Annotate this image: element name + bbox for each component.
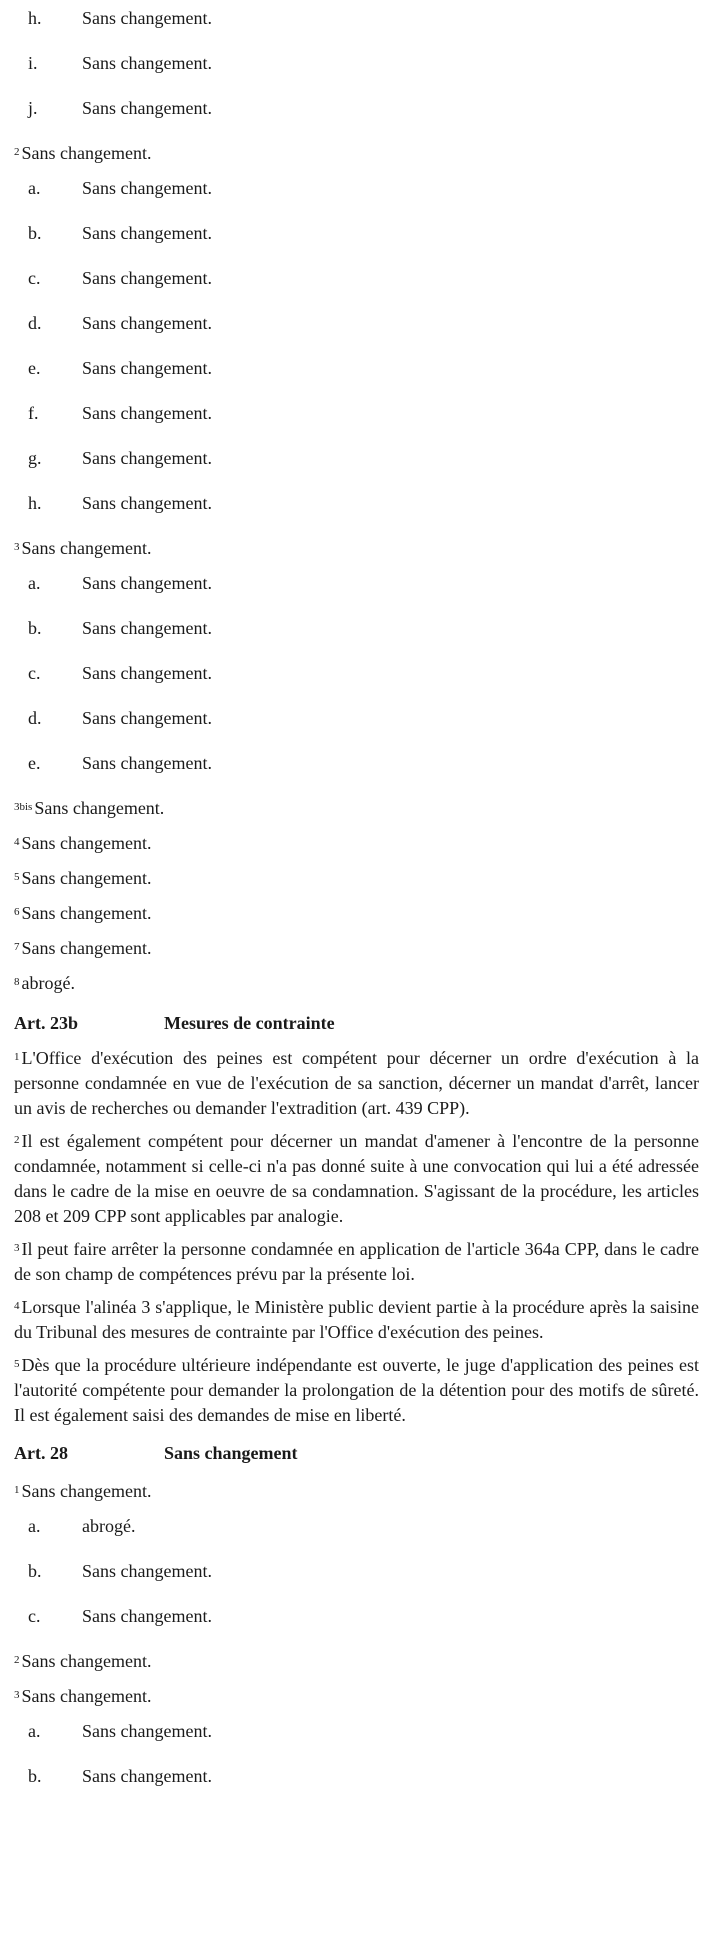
list-item	[14, 305, 699, 350]
paragraph	[14, 1643, 699, 1678]
para3-list	[14, 565, 699, 790]
paragraph-text: Sans changement.	[21, 868, 152, 888]
paragraph	[14, 530, 699, 565]
item-text: Sans changement.	[82, 313, 212, 333]
paragraph	[14, 1126, 699, 1229]
paragraph	[14, 1292, 699, 1345]
list-item	[14, 1758, 699, 1803]
list-item	[14, 565, 699, 610]
paragraph-text: Sans changement.	[34, 798, 165, 818]
item-letter: e.	[28, 753, 41, 773]
paragraph-number: 4	[14, 836, 20, 848]
item-letter: j.	[28, 98, 38, 118]
article-heading	[14, 1430, 699, 1473]
item-text: Sans changement.	[82, 663, 212, 683]
item-text: Sans changement.	[82, 8, 212, 28]
paragraph-number: 5	[14, 1358, 20, 1370]
list-item	[14, 700, 699, 745]
item-text: Sans changement.	[82, 618, 212, 638]
item-letter: h.	[28, 8, 42, 28]
paragraph-number: 1	[14, 1484, 20, 1496]
item-letter: c.	[28, 268, 41, 288]
item-letter: e.	[28, 358, 41, 378]
list-item	[14, 45, 699, 90]
article-number: Art. 28	[14, 1443, 68, 1463]
paragraph	[14, 825, 699, 860]
paragraph	[14, 1473, 699, 1508]
item-text: Sans changement.	[82, 493, 212, 513]
paragraph-text: Il est également compétent pour décerner un mandat d'amener à l'encontre de la personne condamnée, notamment si celle-ci n'a pas donné suite à une convocation qui lui a été adressée dans le cadre de la mise en oeuvre de sa condamnation. S'agissant de la procédure, les articles 208 et 209 CPP sont applicables par analogie.	[14, 1131, 699, 1226]
list-item	[14, 90, 699, 135]
item-letter: a.	[28, 178, 41, 198]
art28-para3-list	[14, 1713, 699, 1803]
paragraph-text: Sans changement.	[21, 1651, 152, 1671]
para2-list	[14, 170, 699, 530]
item-letter: b.	[28, 223, 42, 243]
list-item	[14, 170, 699, 215]
item-text: Sans changement.	[82, 573, 212, 593]
paragraph-text: Sans changement.	[21, 938, 152, 958]
item-letter: d.	[28, 708, 42, 728]
paragraph-text: Sans changement.	[21, 143, 152, 163]
paragraph-text: Sans changement.	[21, 1481, 152, 1501]
paragraph-number: 8	[14, 976, 20, 988]
item-letter: b.	[28, 618, 42, 638]
paragraph-number: 6	[14, 906, 20, 918]
item-text: Sans changement.	[82, 448, 212, 468]
paragraph	[14, 1043, 699, 1121]
item-text: Sans changement.	[82, 1606, 212, 1626]
paragraph	[14, 790, 699, 825]
paragraph-text: Sans changement.	[21, 903, 152, 923]
paragraph	[14, 1678, 699, 1713]
list-item	[14, 215, 699, 260]
paragraph-number: 5	[14, 871, 20, 883]
item-letter: b.	[28, 1766, 42, 1786]
paragraph-number: 4	[14, 1300, 20, 1312]
list-item	[14, 1508, 699, 1553]
paragraph-text: L'Office d'exécution des peines est compétent pour décerner un ordre d'exécution à la personne condamnée en vue de l'exécution de sa sanction, décerner un mandat d'arrêt, lancer un avis de recherches ou demander l'extradition (art. 439 CPP).	[14, 1048, 699, 1118]
article-body	[14, 1043, 699, 1428]
list-item	[14, 610, 699, 655]
item-letter: c.	[28, 663, 41, 683]
paragraph-text: Sans changement.	[21, 1686, 152, 1706]
short-paragraphs	[14, 790, 699, 1000]
paragraph-number: 3	[14, 1242, 20, 1254]
item-text: Sans changement.	[82, 708, 212, 728]
art28-para1-list	[14, 1508, 699, 1643]
article-number: Art. 23b	[14, 1013, 78, 1033]
article-heading	[14, 1000, 699, 1043]
paragraph-text: Lorsque l'alinéa 3 s'applique, le Ministère public devient partie à la procédure après la saisine du Tribunal des mesures de contrainte par l'Office d'exécution des peines.	[14, 1297, 699, 1342]
article-title: Mesures de contrainte	[164, 1013, 335, 1033]
item-text: Sans changement.	[82, 178, 212, 198]
paragraph	[14, 1350, 699, 1428]
list-item	[14, 745, 699, 790]
article-title: Sans changement	[164, 1443, 298, 1463]
paragraph-number: 2	[14, 146, 20, 158]
item-letter: g.	[28, 448, 42, 468]
item-text: abrogé.	[82, 1516, 136, 1536]
item-text: Sans changement.	[82, 98, 212, 118]
paragraph-number: 1	[14, 1051, 20, 1063]
paragraph-text: Dès que la procédure ultérieure indépendante est ouverte, le juge d'application des peines est l'autorité compétente pour demander la prolongation de la détention pour des motifs de sûreté. Il est également saisi des demandes de mise en liberté.	[14, 1355, 699, 1425]
paragraph-number: 3bis	[14, 801, 33, 813]
paragraph-number: 3	[14, 1689, 20, 1701]
list-item	[14, 485, 699, 530]
item-letter: c.	[28, 1606, 41, 1626]
item-text: Sans changement.	[82, 1766, 212, 1786]
item-text: Sans changement.	[82, 1721, 212, 1741]
list-item	[14, 1713, 699, 1758]
item-text: Sans changement.	[82, 268, 212, 288]
paragraph-text: Sans changement.	[21, 538, 152, 558]
item-letter: a.	[28, 1516, 41, 1536]
list-item	[14, 440, 699, 485]
paragraph-number: 2	[14, 1654, 20, 1666]
item-letter: a.	[28, 573, 41, 593]
paragraph-text: Il peut faire arrêter la personne condamnée en application de l'article 364a CPP, dans le cadre de son champ de compétences prévu par la présente loi.	[14, 1239, 699, 1284]
paragraph	[14, 895, 699, 930]
item-letter: h.	[28, 493, 42, 513]
top-list	[14, 0, 699, 135]
item-text: Sans changement.	[82, 53, 212, 73]
item-text: Sans changement.	[82, 753, 212, 773]
paragraph-number: 3	[14, 541, 20, 553]
paragraph	[14, 930, 699, 965]
list-item	[14, 1598, 699, 1643]
item-text: Sans changement.	[82, 1561, 212, 1581]
list-item	[14, 260, 699, 305]
paragraph-text: abrogé.	[21, 973, 75, 993]
list-item	[14, 350, 699, 395]
paragraph-number: 7	[14, 941, 20, 953]
item-letter: i.	[28, 53, 38, 73]
list-item	[14, 0, 699, 45]
item-letter: b.	[28, 1561, 42, 1581]
paragraph-text: Sans changement.	[21, 833, 152, 853]
list-item	[14, 1553, 699, 1598]
list-item	[14, 395, 699, 440]
item-letter: d.	[28, 313, 42, 333]
item-letter: a.	[28, 1721, 41, 1741]
paragraph	[14, 860, 699, 895]
list-item	[14, 655, 699, 700]
paragraph	[14, 135, 699, 170]
item-text: Sans changement.	[82, 403, 212, 423]
paragraph	[14, 965, 699, 1000]
item-letter: f.	[28, 403, 39, 423]
paragraph	[14, 1234, 699, 1287]
item-text: Sans changement.	[82, 358, 212, 378]
item-text: Sans changement.	[82, 223, 212, 243]
paragraph-number: 2	[14, 1134, 20, 1146]
